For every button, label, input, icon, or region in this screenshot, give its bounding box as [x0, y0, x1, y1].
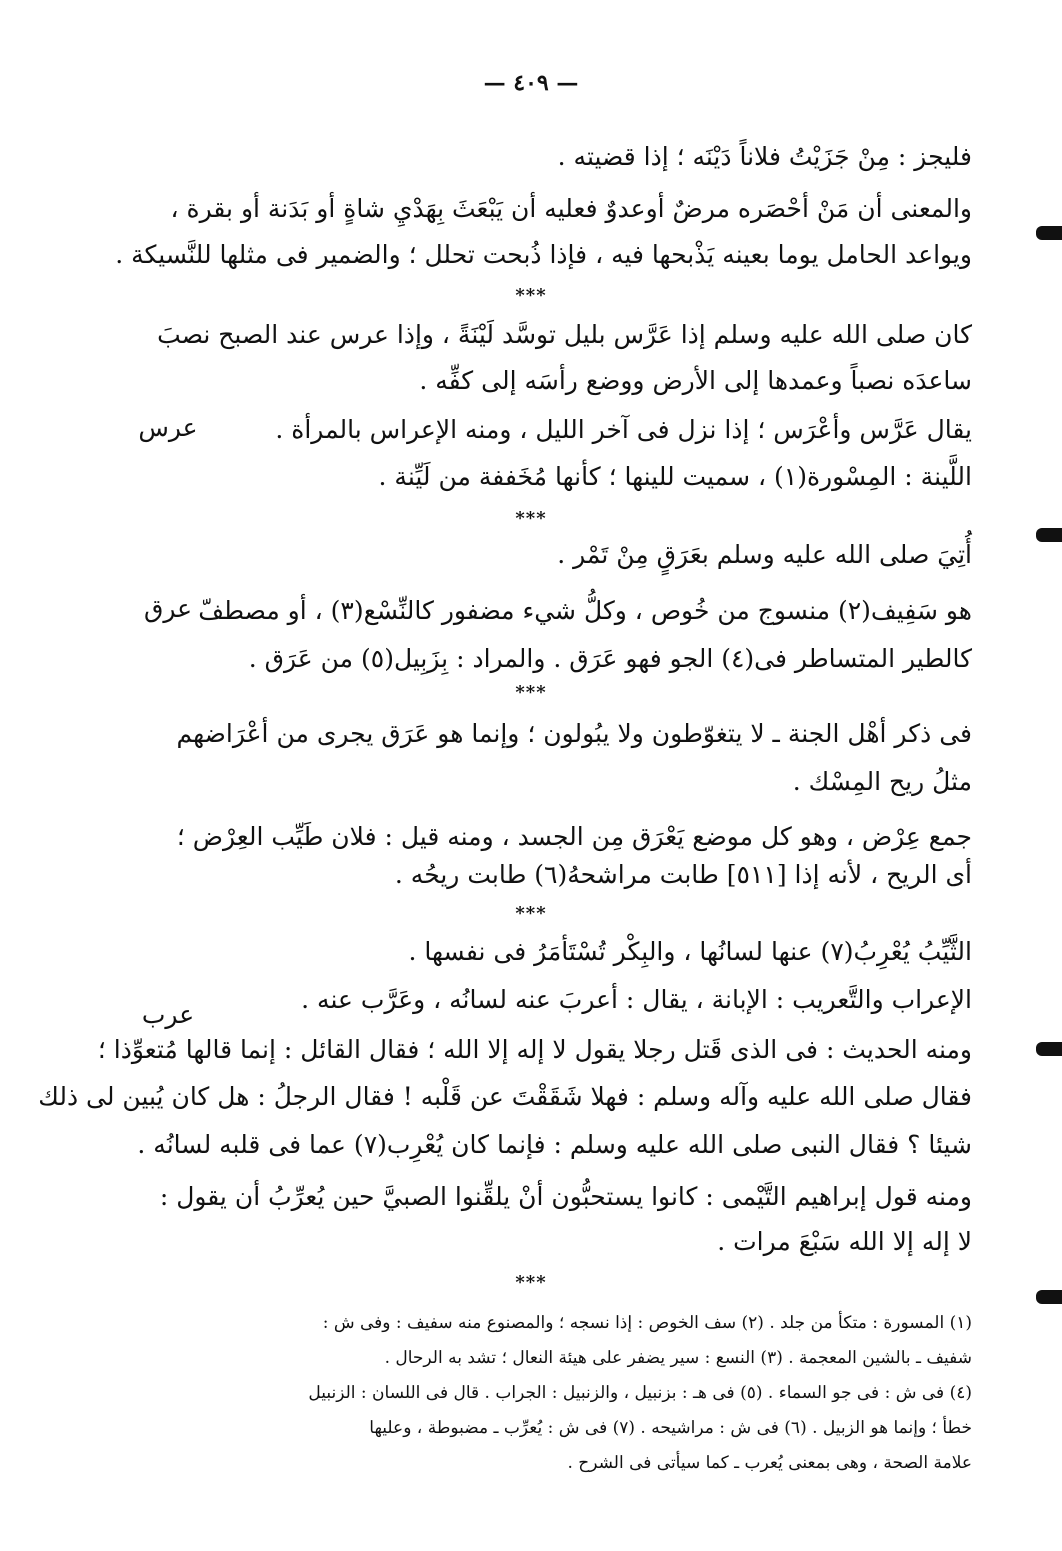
section-separator: *** [515, 682, 547, 703]
text-line: يقال عَرَّس وأعْرَس ؛ إذا نزل فى آخر الليل ، ومنه الإعراس بالمرأة . [275, 415, 972, 444]
section-separator: *** [515, 903, 547, 924]
margin-root-word: عرق [143, 594, 193, 623]
text-line: كان صلى الله عليه وسلم إذا عَرَّس بليل توسَّد لَيْنَةً ، وإذا عرس عند الصبح نصبَ [157, 320, 972, 349]
text-line: لا إله إلا الله سَبْعَ مرات . [717, 1227, 972, 1256]
footnote-line: (٤) فى ش : فى جو السماء . (٥) فى هـ : بزنبيل ، والزنبيل : الجراب . قال فى اللسان : الزنبيل [308, 1383, 972, 1403]
scan-edge-mark [1036, 226, 1062, 240]
text-line: ساعدَه نصباً وعمدها إلى الأرض ووضع رأسَه إلى كفِّه . [419, 366, 972, 395]
section-separator: *** [515, 285, 547, 306]
footnote-line: خطأ ؛ وإنما هو الزبيل . (٦) فى ش : مراشيحه . (٧) فى ش : يُعرِّب ـ مضبوطة ، وعليها [369, 1418, 972, 1438]
text-line: اللَّينة : المِسْورة(١) ، سميت للينها ؛ كأنها مُخَففة من لَيِّنة . [378, 462, 972, 491]
footnote-line: (١) المسورة : متكأ من جلد . (٢) سف الخوص : إذا نسجه ؛ والمصنوع منه سفيف : وفى ش : [322, 1313, 972, 1333]
scan-edge-mark [1036, 1290, 1062, 1304]
page-number: — ٤٠٩ — [483, 70, 579, 96]
text-line: فقال صلى الله عليه وآله وسلم : فهلا شَقَقْتَ عن قَلْبه ! فقال الرجلُ : هل كان يُبين لى ذلك [38, 1082, 972, 1111]
footnote-line: شفيف ـ بالشين المعجمة . (٣) النسع : سير يضفر على هيئة النعال ؛ تشد به الرحال . [384, 1348, 972, 1368]
margin-root-word: عرب [141, 1000, 195, 1029]
section-separator: *** [515, 1272, 547, 1293]
margin-root-word: عرس [138, 413, 198, 442]
text-line: شيئا ؟ فقال النبى صلى الله عليه وسلم : فإنما كان يُعْرِب(٧) عما فى قلبه لسانُه . [137, 1130, 972, 1159]
footnote-line: علامة الصحة ، وهى بمعنى يُعرب ـ كما سيأتى فى الشرح . [567, 1453, 972, 1473]
text-line: كالطير المتساطر فى(٤) الجو فهو عَرَق . والمراد : بِزَبِيل(٥) من عَرَق . [248, 644, 972, 673]
text-line: مثلُ ريح المِسْك . [792, 767, 972, 796]
text-line: جمع عِرْض ، وهو كل موضع يَعْرَق مِن الجسد ، ومنه قيل : فلان طَيِّب العِرْض ؛ [176, 822, 972, 851]
text-line: فى ذكر أهْل الجنة ـ لا يتغوّطون ولا يبُولون ؛ وإنما هو عَرَق يجرى من أعْرَاضهم [176, 719, 972, 748]
section-separator: *** [515, 508, 547, 529]
text-line: ويواعد الحامل يوما بعينه يَذْبحها فيه ، فإذا ذُبحت تحلل ؛ والضمير فى مثلها للنَّسيكة . [115, 240, 972, 269]
scan-edge-mark [1036, 1042, 1062, 1056]
text-line: والمعنى أن مَنْ أحْصَره مرضٌ أوعدوٌ فعليه أن يَبْعَثَ بِهَدْيِ شاةٍ أو بَدَنة أو بقرة ، [170, 194, 972, 223]
text-line: الثَّيِّبُ يُعْرِبُ(٧) عنها لسانُها ، والبِكْر تُسْتَأمَرُ فى نفسها . [408, 937, 972, 966]
text-line: ومنه قول إبراهيم التَّيْمى : كانوا يستحبُّون أنْ يلقِّنوا الصبيَّ حين يُعرِّبُ أن يقول : [159, 1182, 972, 1211]
scan-edge-mark [1036, 528, 1062, 542]
text-line: الإعراب والتَّعريب : الإبانة ، يقال : أعربَ عنه لسانُه ، وعَرَّب عنه . [301, 985, 972, 1014]
text-line: أُتِيَ صلى الله عليه وسلم بعَرَقٍ مِنْ تَمْر . [557, 540, 972, 569]
text-line: ومنه الحديث : فى الذى قَتل رجلا يقول لا إله إلا الله ؛ فقال القائل : إنما قالها مُتعوِّذا ؛ [97, 1035, 972, 1064]
text-line: هو سَفِيف(٢) منسوج من خُوص ، وكلُّ شيء مضفور كالنِّسْع(٣) ، أو مصطفّ [198, 596, 972, 625]
text-line: فليجز : مِنْ جَزَيْتُ فلاناً دَيْنَه ؛ إذا قضيته . [557, 142, 972, 171]
text-line: أى الريح ، لأنه إذا [٥١١] طابت مراشحهُ(٦) طابت ريحُه . [394, 860, 972, 889]
